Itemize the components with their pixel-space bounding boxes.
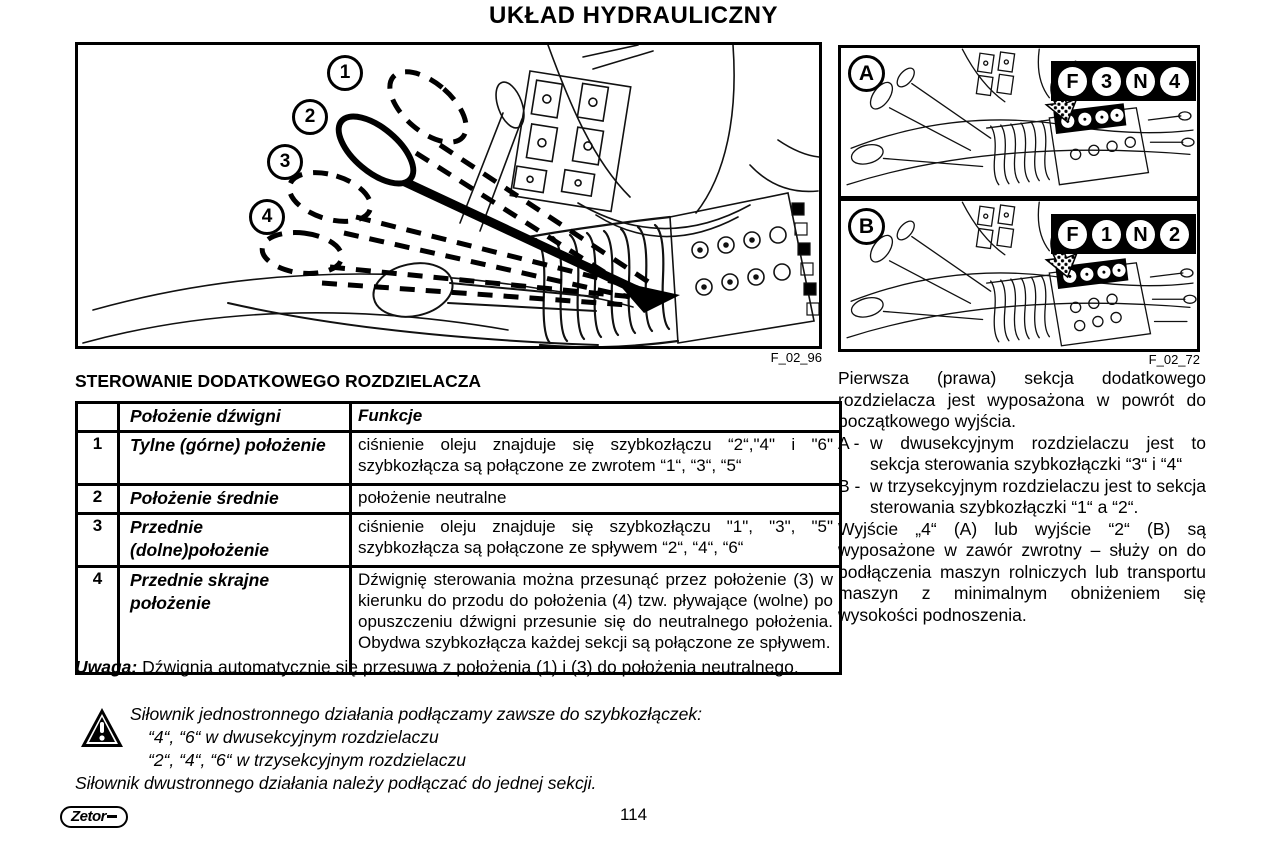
badge-letter: N (1126, 67, 1155, 96)
checker-strip (792, 203, 819, 315)
warning-line: “4“, “6“ w dwusekcyjnym rozdzielaczu (148, 727, 439, 747)
badge-letter: F (1058, 220, 1087, 249)
empty-header-cell (77, 403, 119, 432)
warning-line: “2“, “4“, “6“ w trzysekcyjnym rozdzielaczu (148, 750, 466, 770)
row-number: 2 (77, 485, 119, 514)
function-cell: ciśnienie oleju znajduje się szybkozłączu “2“,"4" i "6" szybkozłącza są połączone ze zwrotem “1“, “3“, “5“ (351, 432, 841, 485)
zetor-logo (60, 806, 128, 828)
list-item-label: A - (838, 432, 860, 453)
panel-divider (841, 196, 1197, 201)
panel-b-label: B (848, 208, 885, 245)
position-header: Położenie dźwigni (119, 403, 351, 432)
section-heading: STEROWANIE DODATKOWEGO ROZDZIELACZA (75, 371, 482, 391)
badge-letter: F (1058, 67, 1087, 96)
lever-position-cell: Tylne (górne) położenie (119, 432, 351, 485)
lever-positions-drawing (78, 45, 819, 346)
lever-position-cell: Przednie skrajne położenie (119, 567, 351, 674)
page-number: 114 (619, 805, 648, 824)
right-text-column (838, 368, 1206, 626)
switch-console (510, 71, 630, 211)
table-row (77, 485, 841, 514)
position-label-4: 4 (249, 199, 285, 235)
row-number: 4 (77, 567, 119, 674)
list-item-a (838, 433, 1206, 476)
page-title: UKŁAD HYDRAULICZNY (489, 2, 778, 29)
position-label-2: 2 (292, 99, 328, 135)
row-number: 3 (77, 514, 119, 567)
table-row (77, 514, 841, 567)
paragraph: Pierwsza (prawa) sekcja dodatkowego rozdzielacza jest wyposażona w powrót do początkowego wyjścia. (838, 368, 1206, 431)
paragraph: Wyjście „4“ (A) lub wyjście “2“ (B) są wyposażone w zawór zwrotny – służy on do podłączenia maszyn rolniczych lub transportu maszyn z minimalnym obniżeniem się wysokości podnoszenia. (838, 518, 1206, 625)
badge-letter: 2 (1160, 220, 1189, 249)
list-item-label: B - (838, 475, 861, 496)
panel-a-label: A (848, 55, 885, 92)
badge-letter: 4 (1160, 67, 1189, 96)
function-cell: Dźwignię sterowania można przesunąć przez położenie (3) w kierunku do przodu do położenia (4) tzw. pływające (wolne) po opuszczeniu dźwigni przesunie się do neutralnego położenia. Obydwa szybkozłącza każdej sekcji są połączone ze spływem. (351, 567, 841, 674)
lever-positions-figure (75, 42, 822, 349)
position-label-3: 3 (267, 144, 303, 180)
lever-position-cell: Przednie (dolne)położenie (119, 514, 351, 567)
figure-caption: F_02_72 (1148, 352, 1200, 367)
note-text: Dźwignia automatycznie się przesuwa z położenia (1) i (3) do położenia neutralnego. (137, 657, 799, 677)
panel-b-port-badge (1051, 214, 1196, 254)
warning-triangle-icon (80, 707, 124, 748)
table-row (77, 432, 841, 485)
list-item-text: w trzysekcyjnym rozdzielaczu jest to sekcja sterowania szybkozłączki “1“ a “2“. (870, 475, 1206, 517)
panel-a-port-badge (1051, 61, 1196, 101)
distributor-sections-figure (838, 45, 1200, 352)
function-header: Funkcje (351, 403, 841, 432)
badge-letter: N (1126, 220, 1155, 249)
list-item-b (838, 476, 1206, 519)
badge-letter: 3 (1092, 67, 1121, 96)
logo-dash (107, 815, 117, 818)
row-number: 1 (77, 432, 119, 485)
closing-line: Siłownik dwustronnego działania należy podłączać do jednej sekcji. (75, 773, 597, 793)
badge-letter: 1 (1092, 220, 1121, 249)
lever-position-cell: Położenie średnie (119, 485, 351, 514)
brand-name: Zetor (71, 808, 106, 825)
warning-line: Siłownik jednostronnego działania podłączamy zawsze do szybkozłączek: (130, 704, 702, 724)
figure-caption: F_02_96 (770, 350, 822, 365)
list-item-text: w dwusekcyjnym rozdzielaczu jest to sekcja sterowania szybkozłączki “3“ i “4“ (870, 432, 1206, 474)
table-header-row (77, 403, 841, 432)
function-cell: położenie neutralne (351, 485, 841, 514)
lever-positions-table (75, 401, 842, 675)
note-label: Uwaga: (75, 657, 138, 677)
note-paragraph (75, 656, 822, 678)
function-cell: ciśnienie oleju znajduje się szybkozłączu "1", "3", "5" szybkozłącza są połączone ze spływem “2“, “4“, “6“ (351, 514, 841, 567)
position-label-1: 1 (327, 55, 363, 91)
